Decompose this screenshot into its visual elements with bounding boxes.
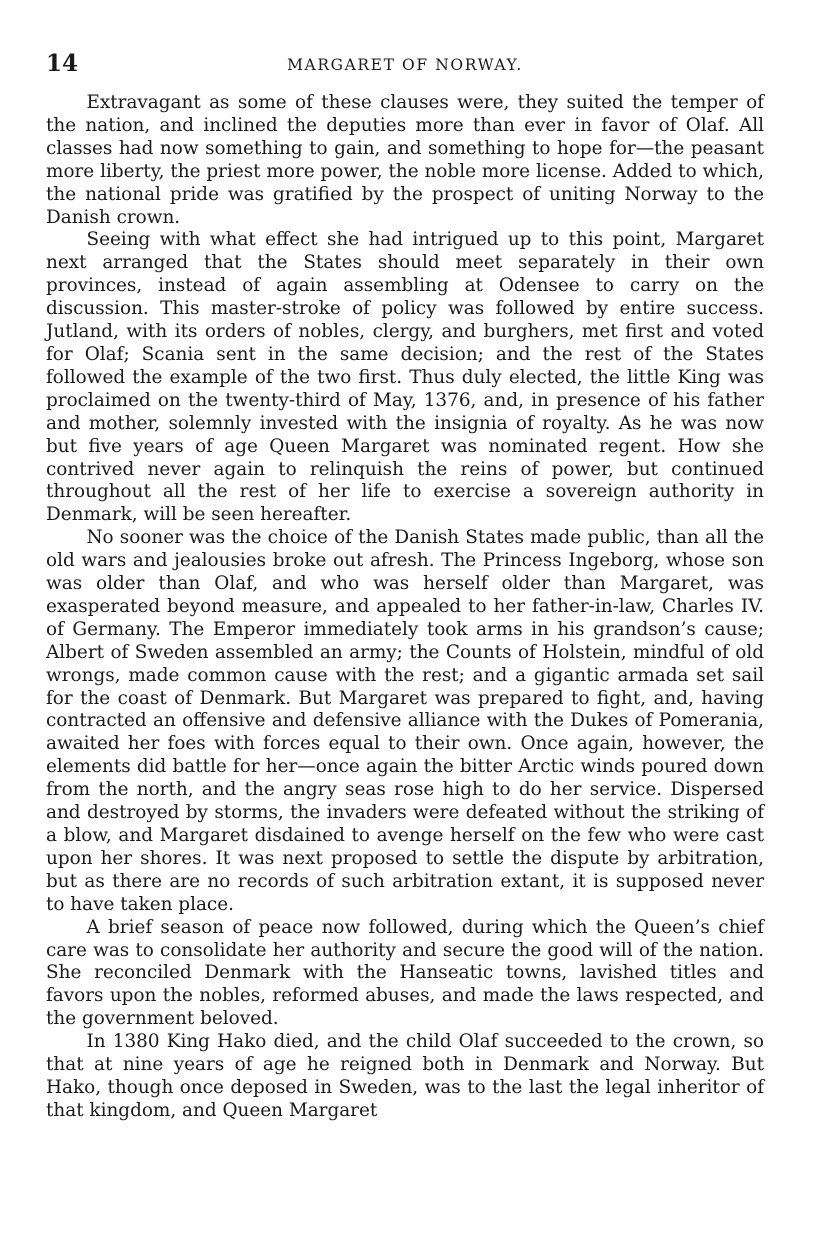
body-text xyxy=(46,92,764,1123)
paragraph: A brief season of peace now followed, during which the Queen’s chief care was to consolidate her authority and secure the good will of the nation. She reconciled Denmark with the Hanseatic towns, lavished titles and favors upon the nobles, reformed abuses, and made the laws respected, and the government beloved. xyxy=(46,916,764,1030)
paragraph: Extravagant as some of these clauses were, they suited the temper of the nation, and inclined the deputies more than ever in favor of Olaf. All classes had now something to gain, and something to hope for—the peasant more liberty, the priest more power, the noble more license. Added to which, the national pride was gratified by the prospect of uniting Norway to the Danish crown. xyxy=(46,92,764,228)
paragraph: No sooner was the choice of the Danish States made public, than all the old wars and jealousies broke out afresh. The Princess Ingeborg, whose son was older than Olaf, and who was herself older than Margaret, was exasperated beyond measure, and appealed to her father-in-law, Charles IV. of Germany. The Emperor immediately took arms in his grandson’s cause; Albert of Sweden assembled an army; the Counts of Holstein, mindful of old wrongs, made common cause with the rest; and a gigantic armada set sail for the coast of Denmark. But Margaret was prepared to fight, and, having contracted an offensive and defensive alliance with the Dukes of Pomerania, awaited her foes with forces equal to their own. Once again, however, the elements did battle for her—once again the bitter Arctic winds poured down from the north, and the angry seas rose high to do her service. Dispersed and destroyed by storms, the invaders were defeated without the striking of a blow, and Margaret disdained to avenge herself on the few who were cast upon her shores. It was next proposed to settle the dispute by arbitration, but as there are no records of such arbitration extant, it is supposed never to have taken place. xyxy=(46,527,764,915)
paragraph: Seeing with what effect she had intrigued up to this point, Margaret next arranged that the States should meet separately in their own provinces, instead of again assembling at Odensee to carry on the discussion. This master-stroke of policy was followed by entire success. Jutland, with its orders of nobles, clergy, and burghers, met first and voted for Olaf; Scania sent in the same decision; and the rest of the States followed the example of the two first. Thus duly elected, the little King was proclaimed on the twenty-third of May, 1376, and, in presence of his father and mother, solemnly invested with the insignia of royalty. As he was now but five years of age Queen Margaret was nominated regent. How she contrived never again to relinquish the reins of power, but continued throughout all the rest of her life to exercise a sovereign authority in Denmark, will be seen hereafter. xyxy=(46,229,764,526)
running-title: MARGARET OF NORWAY. xyxy=(287,56,523,74)
page-header xyxy=(46,48,764,80)
book-page xyxy=(46,48,764,1123)
paragraph: In 1380 King Hako died, and the child Olaf succeeded to the crown, so that at nine years of age he reigned both in Denmark and Norway. But Hako, though once deposed in Sweden, was to the last the legal inheritor of that kingdom, and Queen Margaret xyxy=(46,1031,764,1121)
page-number: 14 xyxy=(46,50,79,77)
